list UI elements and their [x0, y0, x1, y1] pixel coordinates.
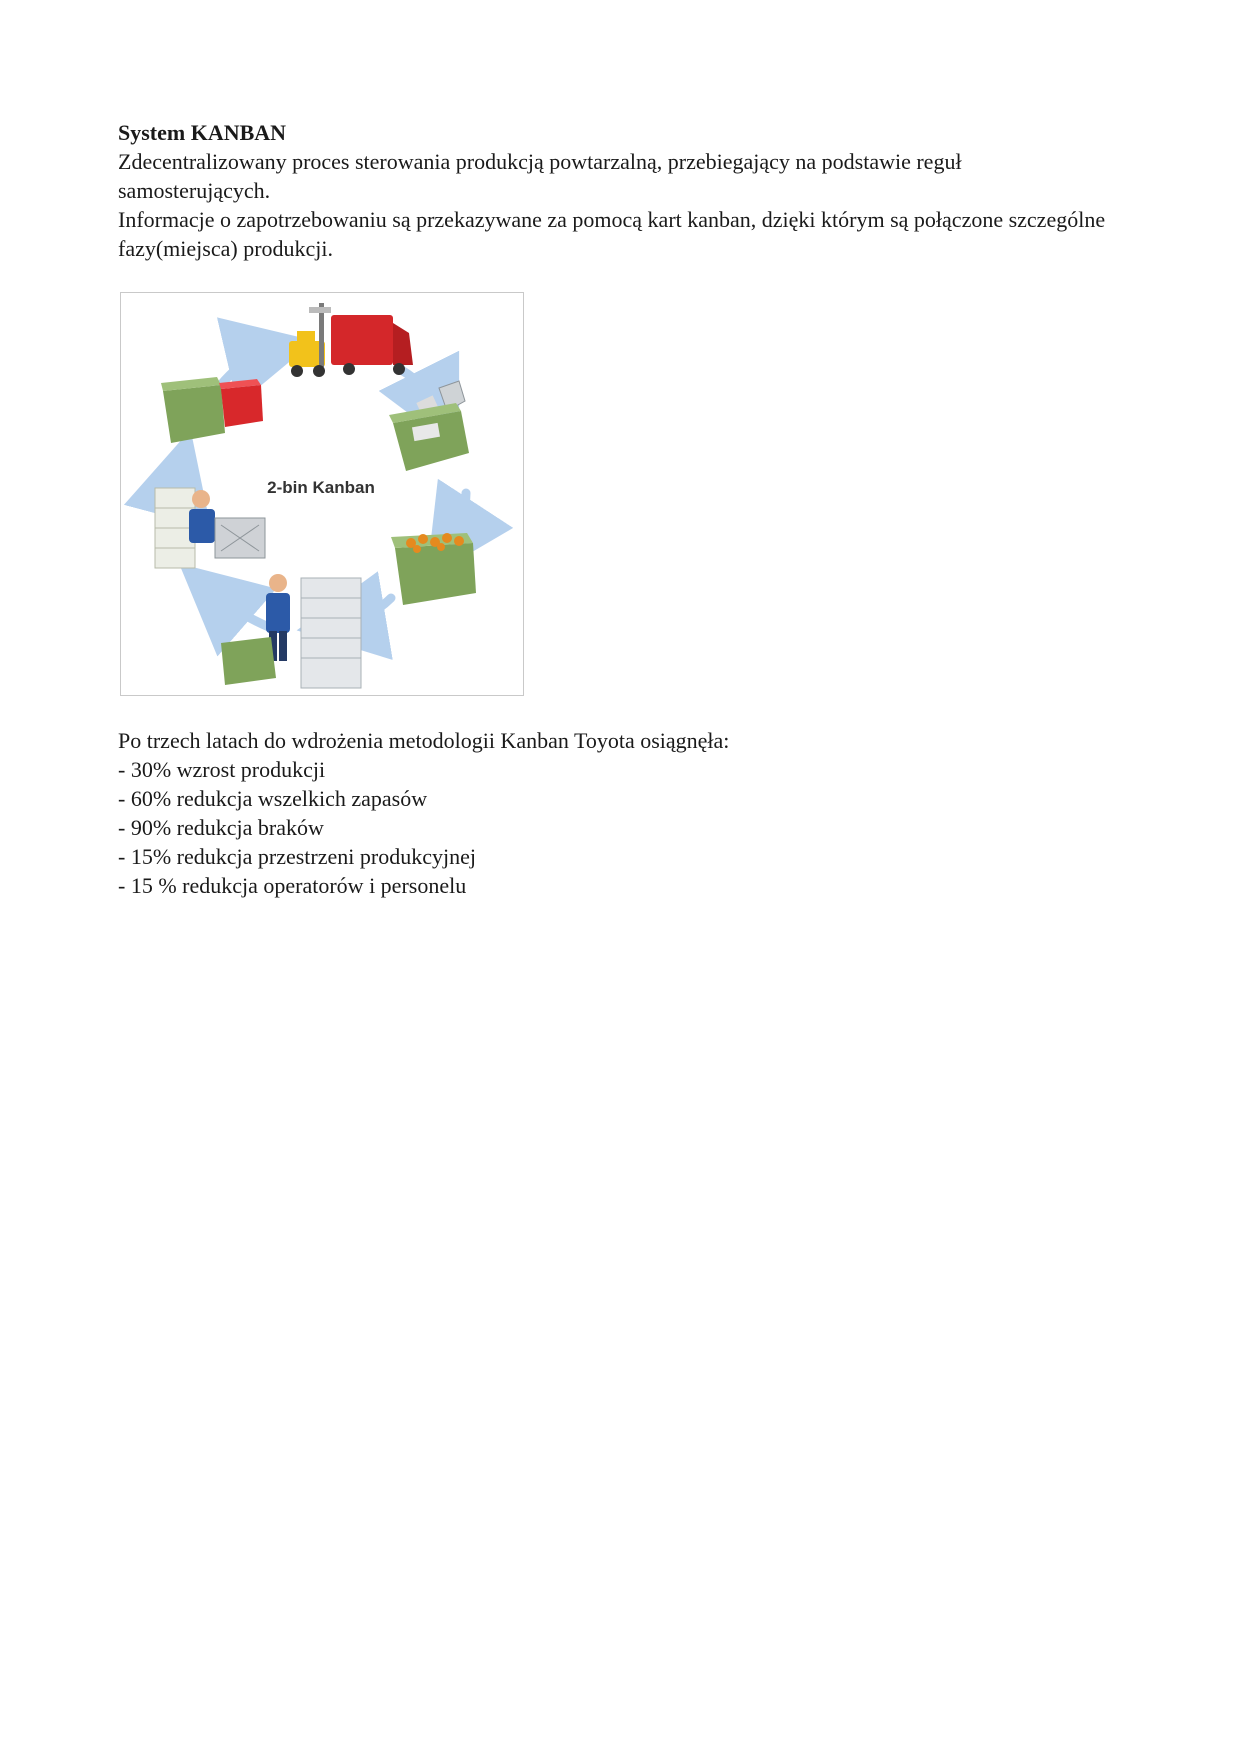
parts-bin-icon [391, 533, 476, 605]
green-bin-icon [389, 403, 469, 471]
forklift-truck-icon [289, 303, 331, 377]
document-title: System KANBAN [118, 120, 287, 145]
worker-shelf-icon [221, 574, 361, 688]
kanban-cycle-figure [120, 292, 524, 696]
definition-paragraph: Zdecentralizowany proces sterowania produkcją powtarzalną, przebiegający na podstawie reguł samosterujących. [118, 149, 962, 203]
delivery-van-icon [331, 315, 413, 375]
info-paragraph: Informacje o zapotrzebowaniu są przekazywane za pomocą kart kanban, dzięki którym są połączone szczególne fazy(miejsca) produkcji. [118, 207, 1106, 261]
list-item: - 15% redukcja przestrzeni produkcyjnej [118, 844, 476, 869]
center-label: 2-bin Kanban [267, 478, 375, 497]
results-section [118, 726, 1118, 900]
list-item: - 90% redukcja braków [118, 815, 324, 840]
results-intro: Po trzech latach do wdrożenia metodologii Kanban Toyota osiągnęła: [118, 728, 730, 753]
results-list [118, 755, 1118, 900]
worker-rack-icon [155, 488, 265, 568]
list-item: - 30% wzrost produkcji [118, 757, 326, 782]
list-item: - 60% redukcja wszelkich zapasów [118, 786, 428, 811]
red-green-bins-icon [161, 377, 263, 443]
document-body [118, 118, 1118, 263]
list-item: - 15 % redukcja operatorów i personelu [118, 873, 467, 898]
